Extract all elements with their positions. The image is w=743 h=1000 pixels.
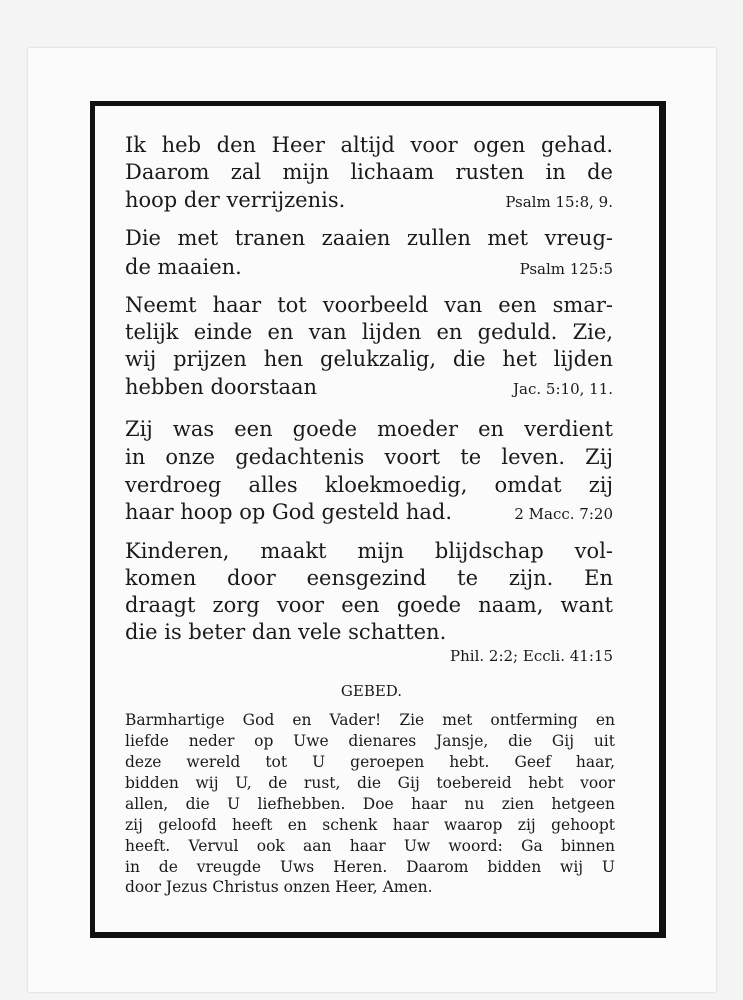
verse-line: in onze gedachtenis voort te leven. Zij [125,445,613,469]
verse-line: draagt zorg voor een goede naam, want [125,593,613,617]
verse-reference: Psalm 125:5 [519,260,613,278]
verse-line: Ik heb den Heer altijd voor ogen gehad. [125,133,613,157]
verse-line: hoop der verrijzenis. Psalm 15:8, 9. [125,188,613,212]
verse-reference: Phil. 2:2; Eccli. 41:15 [450,647,613,665]
verse-line: Neemt haar tot voorbeeld van een smar- [125,293,613,317]
prayer-line: door Jezus Christus onzen Heer, Amen. [125,878,433,896]
verse-line: haar hoop op God gesteld had. 2 Macc. 7:20 [125,500,613,524]
prayer-line: bidden wij U, de rust, die Gij toebereid hebt voor [125,774,615,792]
prayer-title: GEBED. [340,682,403,700]
verse-reference: Psalm 15:8, 9. [505,193,613,211]
verse-line: wij prijzen hen gelukzalig, die het lijden [125,347,613,371]
prayer-line: allen, die U liefhebben. Doe haar nu zien hetgeen [125,795,615,813]
verse-line: telijk einde en van lijden en geduld. Zie, [125,320,613,344]
prayer-line: heeft. Vervul ook aan haar Uw woord: Ga binnen [125,837,615,855]
prayer-line: zij geloofd heeft en schenk haar waarop zij gehoopt [125,816,615,834]
verse-reference: 2 Macc. 7:20 [514,505,613,523]
prayer-line: in de vreugde Uws Heren. Daarom bidden wij U [125,858,615,876]
verse-line: die is beter dan vele schatten. [125,620,447,644]
verse-line: komen door eensgezind te zijn. En [125,566,613,590]
verse-line: Die met tranen zaaien zullen met vreug- [125,226,613,250]
prayer-line: liefde neder op Uwe dienares Jansje, die Gij uit [125,732,615,750]
verse-line: Kinderen, maakt mijn blijdschap vol- [125,539,613,563]
verse-line: de maaien. Psalm 125:5 [125,255,613,279]
verse-reference: Jac. 5:10, 11. [513,380,613,398]
verse-line: Daarom zal mijn lichaam rusten in de [125,160,613,184]
verse-line: hebben doorstaan Jac. 5:10, 11. [125,375,613,399]
prayer-line: Barmhartige God en Vader! Zie met ontferming en [125,711,615,729]
prayer-line: deze wereld tot U geroepen hebt. Geef haar, [125,753,615,771]
verse-line: Zij was een goede moeder en verdient [125,417,613,441]
verse-line: verdroeg alles kloekmoedig, omdat zij [125,473,613,497]
